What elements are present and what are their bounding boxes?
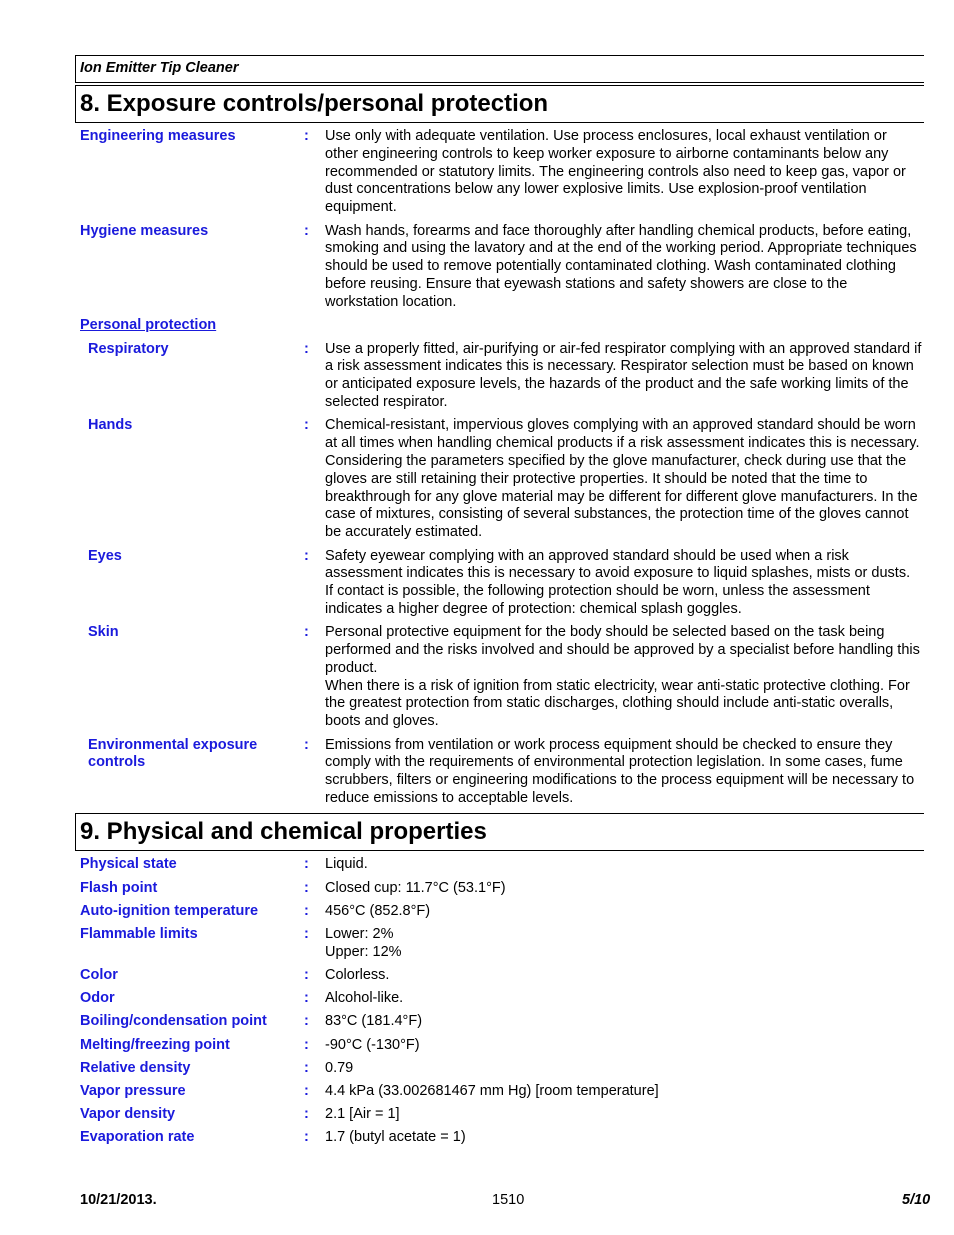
field-label: Environmental exposure controls (88, 736, 258, 771)
property-value (325, 926, 924, 962)
property-label: Flash point (80, 879, 158, 896)
property-value: 4.4 kPa (33.002681467 mm Hg) [room temperature] (325, 1082, 659, 1099)
section-8-title: 8. Exposure controls/personal protection (75, 85, 924, 123)
property-value: Liquid. (325, 856, 368, 873)
separator: : (304, 879, 309, 896)
property-value: Closed cup: 11.7°C (53.1°F) (325, 879, 506, 896)
separator: : (304, 990, 309, 1007)
property-label: Color (80, 966, 118, 983)
skin-value-part-1: Personal protective equipment for the body should be selected based on the task being performed and the risks involved and should be approved by a specialist before handling this product. (325, 624, 920, 676)
footer-code: 1510 (492, 1192, 525, 1208)
skin-row (75, 624, 924, 731)
hygiene-measures-row (75, 223, 924, 312)
property-value: Colorless. (325, 966, 390, 983)
property-label: Odor (80, 990, 115, 1007)
field-value: Wash hands, forearms and face thoroughly after handling chemical products, before eating, smoking and using the lavatory and at the end of the working period. Appropriate techniques should be used to remove potentially contaminated clothing. Wash contaminated clothing before reusing. Ensure that eyewash stations and safety showers are close to the workstation location. (325, 222, 917, 310)
separator: : (304, 856, 309, 873)
field-value (325, 624, 924, 731)
separator: : (304, 624, 309, 641)
separator: : (304, 1082, 309, 1099)
separator: : (304, 128, 309, 144)
separator: : (304, 926, 309, 942)
flammable-lower: Lower: 2% (325, 926, 394, 942)
property-value: -90°C (-130°F) (325, 1036, 420, 1053)
separator: : (304, 966, 309, 983)
environmental-exposure-row (75, 737, 924, 808)
property-value: Alcohol-like. (325, 990, 404, 1007)
field-value: Use a properly fitted, air-purifying or air-fed respirator complying with an approved standard if a risk assessment indicates this is necessary. Respirator selection must be based on known or anticipated exposure levels, the hazards of the product and the safe working limits of the selected respirator. (325, 340, 922, 410)
separator: : (304, 736, 309, 753)
property-value: 0.79 (325, 1059, 354, 1076)
property-row (75, 903, 924, 921)
property-row (75, 1106, 924, 1124)
separator: : (304, 1036, 309, 1053)
separator: : (304, 1129, 309, 1146)
property-row (75, 1013, 924, 1031)
property-value: 2.1 [Air = 1] (325, 1106, 400, 1123)
section-8-body (75, 123, 924, 808)
property-row (75, 990, 924, 1008)
property-value: 456°C (852.8°F) (325, 902, 431, 919)
property-row (75, 880, 924, 898)
personal-protection-row (75, 317, 924, 335)
footer-date: 10/21/2013. (80, 1192, 157, 1208)
separator: : (304, 1059, 309, 1076)
property-row (75, 1129, 924, 1147)
field-value: Emissions from ventilation or work process equipment should be checked to ensure they comply with the requirements of environmental protection legislation. In some cases, fume scrubbers, filters or engineering modifications to the process equipment will be necessary to reduce emissions to acceptable levels. (325, 736, 915, 807)
property-label: Physical state (80, 856, 177, 873)
property-label: Melting/freezing point (80, 1036, 230, 1053)
hands-row (75, 417, 924, 542)
property-label: Vapor density (80, 1106, 176, 1123)
separator: : (304, 417, 309, 434)
field-value: Safety eyewear complying with an approved standard should be used when a risk assessment indicates this is necessary to avoid exposure to liquid splashes, mists or dusts. If contact is possible, the following protection should be worn, unless the assessment indicates a higher degree of protection: chemical splash goggles. (325, 547, 911, 617)
separator: : (304, 1106, 309, 1123)
field-label: Hygiene measures (80, 222, 209, 239)
personal-protection-heading: Personal protection (80, 317, 217, 334)
engineering-measures-row (75, 128, 924, 217)
property-value: 83°C (181.4°F) (325, 1013, 423, 1030)
field-label: Hands (88, 417, 133, 434)
property-label: Vapor pressure (80, 1082, 186, 1099)
page-footer (80, 1192, 931, 1212)
field-label: Respiratory (88, 340, 169, 357)
property-row (75, 967, 924, 985)
separator: : (304, 547, 309, 564)
property-label: Boiling/condensation point (80, 1013, 267, 1030)
property-label: Relative density (80, 1059, 191, 1076)
sds-page (75, 55, 924, 1152)
property-row (75, 926, 924, 962)
property-row (75, 1083, 924, 1101)
eyes-row (75, 548, 924, 619)
respiratory-row (75, 341, 924, 412)
field-value: Use only with adequate ventilation. Use process enclosures, local exhaust ventilation or other engineering controls to keep worker exposure to airborne contaminants below any recommended or statutory limits. The engineering controls also need to keep gas, vapor or dust concentrations below any lower explosive limits. Use explosion-proof ventilation equipment. (325, 128, 906, 216)
property-value: 1.7 (butyl acetate = 1) (325, 1129, 466, 1146)
field-label: Engineering measures (80, 128, 236, 144)
property-row (75, 1060, 924, 1078)
property-row (75, 1037, 924, 1055)
field-label: Skin (88, 624, 119, 641)
product-name: Ion Emitter Tip Cleaner (75, 55, 924, 83)
separator: : (304, 222, 309, 239)
footer-page-number: 5/10 (902, 1192, 931, 1208)
section-9-title: 9. Physical and chemical properties (75, 813, 924, 851)
property-label: Evaporation rate (80, 1129, 195, 1146)
skin-value-part-2: When there is a risk of ignition from static electricity, wear anti-static protective clothing. For the greatest protection from static discharges, clothing should include anti-static overalls, boots and gloves. (325, 677, 910, 730)
section-9-body (75, 851, 924, 1147)
separator: : (304, 1013, 309, 1030)
separator: : (304, 902, 309, 919)
property-label: Auto-ignition temperature (80, 902, 259, 919)
flammable-upper: Upper: 12% (325, 943, 402, 960)
field-label: Eyes (88, 547, 122, 564)
property-label: Flammable limits (80, 926, 198, 942)
separator: : (304, 340, 309, 357)
field-value: Chemical-resistant, impervious gloves complying with an approved standard should be worn at all times when handling chemical products if a risk assessment indicates this is necessary. Considering the parameters specified by the glove manufacturer, check during use that the gloves are still retaining their protective properties. It should be noted that the time to breakthrough for any glove material may be different for different glove manufacturers. In the case of mixtures, consisting of several substances, the protection time of the gloves cannot be accurately estimated. (325, 417, 920, 541)
property-row (75, 856, 924, 874)
